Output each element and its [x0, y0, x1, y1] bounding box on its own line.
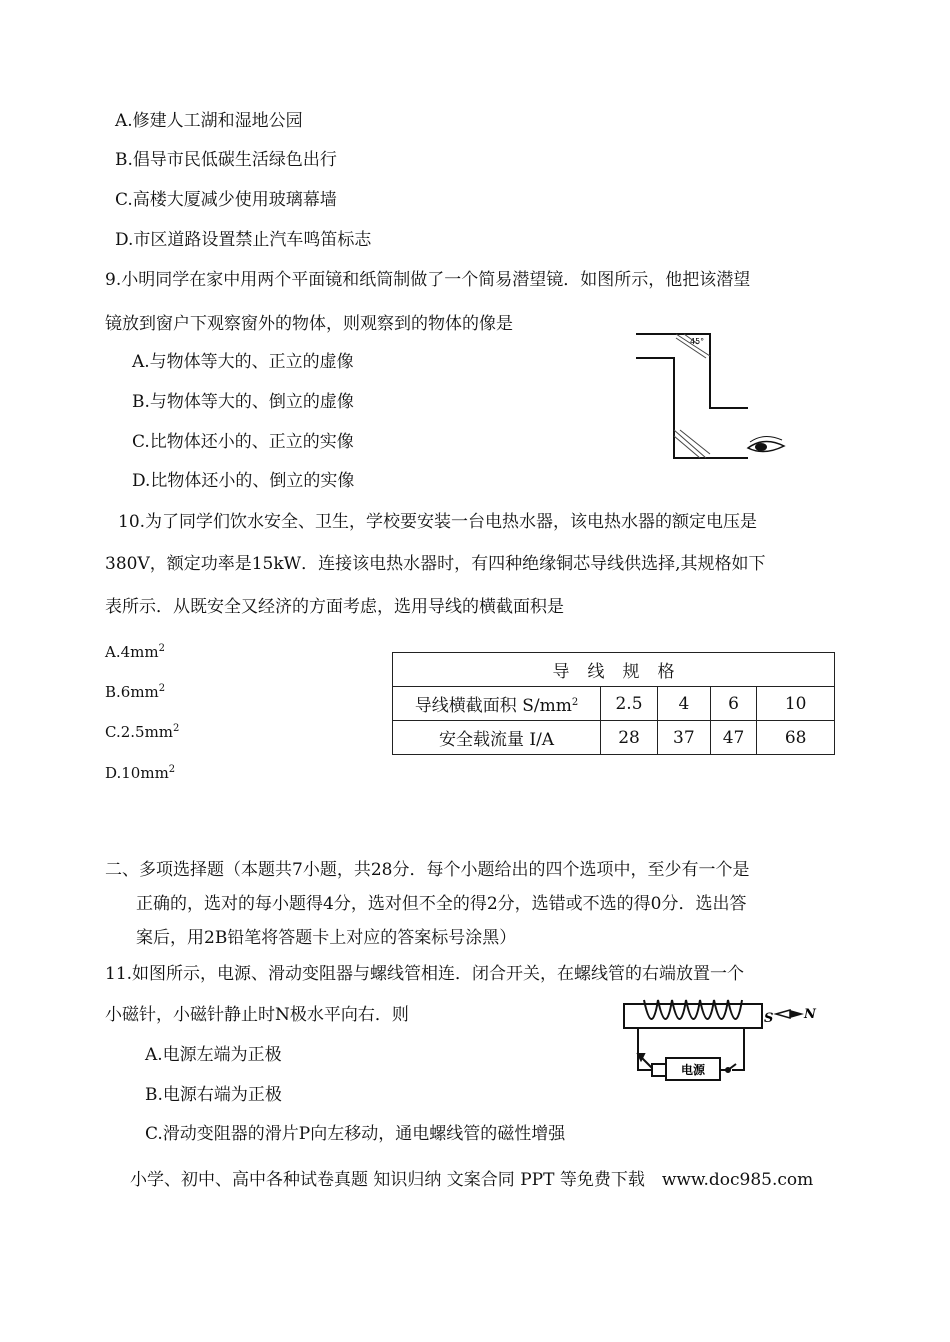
periscope-figure: [636, 330, 788, 462]
section2-heading-line3: 案后，用2B铅笔将答题卡上对应的答案标号涂黑）: [136, 928, 517, 948]
q11-option-a: A.电源左端为正极: [145, 1045, 282, 1065]
q9-option-a: A.与物体等大的、正立的虚像: [132, 352, 354, 372]
q11-stem-line1: 11.如图所示，电源、滑动变阻器与螺线管相连．闭合开关，在螺线管的右端放置一个: [105, 964, 745, 984]
table-header-row: [393, 653, 835, 687]
table-row: [393, 687, 835, 721]
q8-option-c: C.高楼大厦减少使用玻璃幕墙: [115, 190, 337, 210]
q11-stem-line2: 小磁针，小磁针静止时N极水平向右．则: [105, 1005, 409, 1025]
q10-option-d: $D.10mm^2$: [105, 764, 176, 782]
table-title: 导线规格: [393, 653, 835, 687]
table-cell: 37: [657, 721, 710, 755]
q8-option-a: A.修建人工湖和湿地公园: [115, 111, 303, 131]
power-source-label: 电源: [680, 1063, 706, 1077]
q10-stem-line3: 表所示．从既安全又经济的方面考虑，选用导线的横截面积是: [105, 597, 564, 617]
q9-option-d: D.比物体还小的、倒立的实像: [132, 471, 355, 491]
rheostat: [638, 1054, 666, 1076]
section2-heading-line2: 正确的，选对的每小题得4分，选对但不全的得2分，选错或不选的得0分．选出答: [136, 894, 747, 914]
needle-n-label: N: [804, 1007, 816, 1022]
table-cell: 68: [757, 721, 835, 755]
wire-spec-table: [392, 652, 835, 755]
table-cell: 47: [710, 721, 757, 755]
q10-option-a: $A.4mm^2$: [105, 643, 165, 661]
table-cell: 10: [757, 687, 835, 721]
needle-s-label: S: [764, 1011, 774, 1026]
q10-option-c: $C.2.5mm^2$: [105, 723, 180, 741]
q10-stem-line2: 380V，额定功率是15kW．连接该电热水器时，有四种绝缘铜芯导线供选择,其规格如下: [105, 554, 766, 574]
solenoid-circuit-figure: [618, 996, 818, 1088]
table-row: [393, 721, 835, 755]
q11-option-c: C.滑动变阻器的滑片P向左移动，通电螺线管的磁性增强: [145, 1124, 566, 1144]
q9-option-c: C.比物体还小的、正立的实像: [132, 432, 354, 452]
table-row-label: 导线横截面积 $S/mm^2$: [393, 687, 601, 721]
page-footer: 小学、初中、高中各种试卷真题 知识归纳 文案合同 PPT 等免费下载 www.doc985.com: [130, 1170, 814, 1190]
eye-icon: [748, 436, 784, 451]
q11-option-b: B.电源右端为正极: [145, 1085, 282, 1105]
q9-option-b: B.与物体等大的、倒立的虚像: [132, 392, 354, 412]
q9-stem-line2: 镜放到窗户下观察窗外的物体，则观察到的物体的像是: [105, 314, 513, 334]
table-cell: 2.5: [601, 687, 658, 721]
compass-needle-icon: [776, 1010, 804, 1018]
q9-stem-line1: 9.小明同学在家中用两个平面镜和纸筒制做了一个简易潜望镜．如图所示，他把该潜望: [105, 270, 751, 290]
q10-stem-line1: 10.为了同学们饮水安全、卫生，学校要安装一台电热水器，该电热水器的额定电压是: [118, 512, 758, 532]
table-cell: 6: [710, 687, 757, 721]
section2-heading-line1: 二、多项选择题（本题共7小题，共28分．每个小题给出的四个选项中，至少有一个是: [105, 860, 750, 880]
periscope-angle-label: 45°: [690, 337, 705, 346]
q10-option-b: $B.6mm^2$: [105, 683, 166, 701]
table-cell: 28: [601, 721, 658, 755]
q8-option-d: D.市区道路设置禁止汽车鸣笛标志: [115, 230, 372, 250]
table-cell: 4: [657, 687, 710, 721]
table-row-label: 安全载流量 I/A: [393, 721, 601, 755]
q8-option-b: B.倡导市民低碳生活绿色出行: [115, 150, 337, 170]
